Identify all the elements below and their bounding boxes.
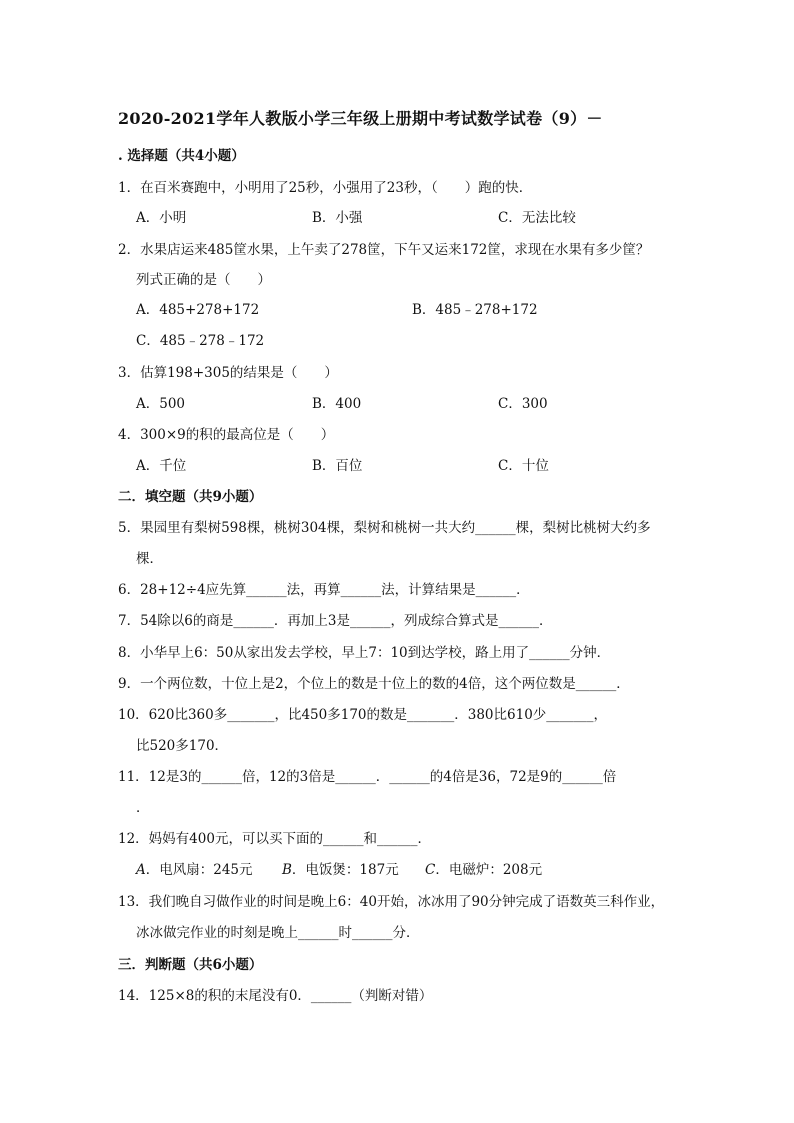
q2-option-a: A．485+278+172 [136, 302, 260, 318]
q3-option-c: C．300 [498, 396, 548, 412]
q12-option-a [136, 860, 253, 880]
question-6: 6．28+12÷4应先算______法，再算______法，计算结果是______． [118, 582, 530, 598]
question-9: 9．一个两位数，十位上是2，个位上的数是十位上的数的4倍，这个两位数是______． [118, 676, 630, 692]
section-fill-heading: 二．填空题（共9小题） [118, 489, 263, 505]
q1-option-a: A．小明 [136, 210, 187, 226]
question-11-line2: ． [136, 800, 150, 816]
question-11: 11．12是3的______倍，12的3倍是______．______的4倍是36，72是9的______倍 [118, 769, 617, 785]
question-4: 4．300×9的积的最高位是（ ） [118, 427, 335, 443]
q4-option-b: B．百位 [312, 458, 363, 474]
q4-option-a: A．千位 [136, 458, 187, 474]
q1-option-c: C．无法比较 [498, 210, 576, 226]
q12-option-b [282, 860, 399, 880]
section-judge-heading: 三．判断题（共6小题） [118, 957, 263, 973]
question-2-line2: 列式正确的是（ ） [136, 272, 271, 288]
question-5: 5．果园里有梨树598棵，桃树304棵，梨树和桃树一共大约______棵，梨树比桃树大约多 [118, 520, 651, 536]
question-3: 3．估算198+305的结果是（ ） [118, 365, 338, 381]
exam-title: 2020-2021学年人教版小学三年级上册期中考试数学试卷（9）－ [118, 109, 603, 128]
section-choice-heading: . 选择题（共4小题） [118, 148, 245, 164]
q1-option-b: B．小强 [312, 210, 363, 226]
q12-option-a-label: A [136, 862, 146, 878]
question-2: 2．水果店运来485筐水果，上午卖了278筐，下午又运来172筐，求现在水果有多少筐？ [118, 242, 650, 258]
q12-option-c-label: C [425, 862, 436, 878]
question-5-line2: 棵． [136, 551, 163, 567]
question-10-line2: 比520多170． [136, 738, 229, 754]
q12-option-b-label: B [282, 862, 292, 878]
question-14: 14．125×8的积的末尾没有0．______（判断对错） [118, 988, 433, 1004]
question-13: 13．我们晚自习做作业的时间是晚上6：40开始，冰冰用了90分钟完成了语数英三科作业， [118, 894, 665, 910]
question-1: 1．在百米赛跑中，小明用了25秒，小强用了23秒，（ ）跑的快． [118, 180, 533, 196]
question-12: 12．妈妈有400元，可以买下面的______和______． [118, 831, 431, 847]
q2-option-b: B．485﹣278+172 [412, 302, 538, 318]
q12-option-c-text: ．电磁炉：208元 [435, 862, 543, 878]
question-13-line2: 冰冰做完作业的时刻是晚上______时______分． [136, 925, 420, 941]
question-7: 7．54除以6的商是______．再加上3是______，列成综合算式是______． [118, 613, 553, 629]
q2-option-c: C．485﹣278﹣172 [136, 333, 265, 349]
question-8: 8．小华早上6：50从家出发去学校，早上7：10到达学校，路上用了______分钟． [118, 645, 611, 661]
question-10: 10．620比360多_______，比450多170的数是_______．380比610少_______， [118, 707, 608, 723]
q3-option-b: B．400 [312, 396, 362, 412]
q12-option-b-text: ．电饭煲：187元 [291, 862, 399, 878]
q12-option-c [425, 860, 542, 880]
q4-option-c: C．十位 [498, 458, 549, 474]
q3-option-a: A．500 [136, 396, 186, 412]
q12-option-a-text: ．电风扇：245元 [145, 862, 253, 878]
